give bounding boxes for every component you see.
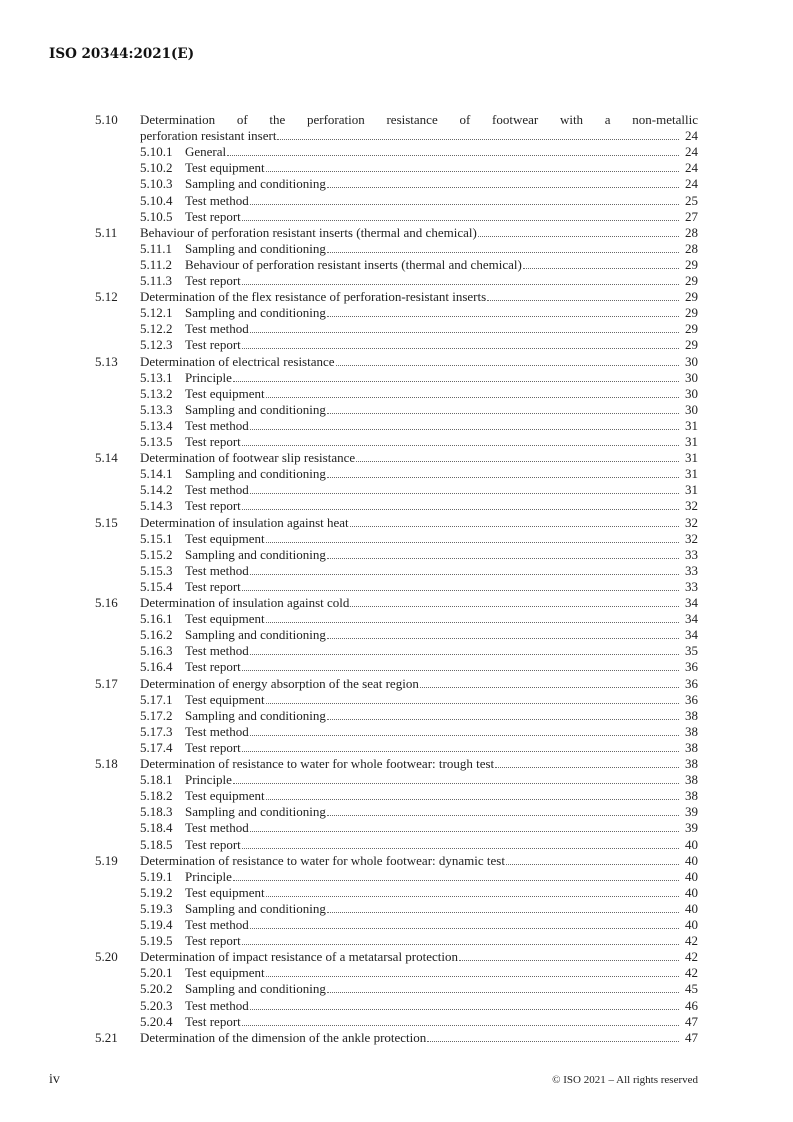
toc-entry-page: 33 [685,578,698,594]
toc-entry-title: Sampling and conditioning [185,900,326,916]
toc-entry-number: 5.20.3 [140,997,173,1013]
toc-entry-title: General [185,144,227,160]
toc-entry-number: 5.19.5 [140,933,173,949]
toc-entry-page: 32 [685,530,698,546]
toc-entry-title: Test report [185,337,241,353]
toc-subentry[interactable] [0,257,793,273]
dot-leader [242,740,679,752]
toc-entry-number: 5.16.1 [140,611,173,627]
toc-subentry[interactable] [0,820,793,836]
toc-entry-page: 24 [685,176,698,192]
toc-entry-title: Test report [185,498,241,514]
dot-leader [478,225,679,237]
toc-entry[interactable] [0,515,793,531]
dot-leader [327,241,679,253]
toc-entry-page: 28 [685,240,698,256]
toc-entry-number: 5.21 [95,1029,118,1045]
toc-entry-number: 5.11 [95,224,118,240]
toc-entry-number: 5.11.3 [140,273,173,288]
toc-entry-title: Principle [185,772,232,788]
dot-leader [242,337,679,349]
toc-entry-number: 5.17.4 [140,739,173,755]
toc-entry-title: Determination of energy absorption of the seat region [140,675,419,691]
toc-entry-number: 5.13.2 [140,385,173,401]
dot-leader [242,837,679,849]
dot-leader [242,579,679,591]
toc-entry[interactable] [0,756,793,772]
toc-entry-page: 42 [685,949,698,965]
toc-entry[interactable] [0,450,793,466]
toc-entry-page: 42 [685,933,698,949]
toc-entry-title: Test method [185,917,249,932]
toc-entry-number: 5.13.4 [140,417,173,433]
toc-subentry[interactable] [0,981,793,997]
toc-entry-title: Determination of the flex resistance of perforation-resistant inserts [140,289,487,305]
document-id: ISO 20344:2021(E) [49,46,195,62]
toc-entry-page: 30 [685,385,698,401]
toc-entry-page: 47 [685,1029,698,1045]
dot-leader [242,273,679,285]
toc-entry-title: Test equipment [185,965,265,981]
toc-entry-number: 5.19.3 [140,900,173,916]
toc-entry-page: 29 [685,273,698,288]
toc-subentry[interactable] [0,998,793,1014]
dot-leader [327,901,679,913]
toc-entry-title: Test method [185,820,249,836]
dot-leader [233,370,679,382]
toc-entry-page: 29 [685,256,698,272]
toc-subentry[interactable] [0,160,793,176]
dot-leader [327,176,679,188]
toc-entry-page: 30 [685,401,698,417]
dot-leader [327,305,679,317]
toc-subentry[interactable] [0,901,793,917]
dot-leader [427,1030,679,1042]
toc-entry-page: 32 [685,514,698,530]
toc-entry-page: 42 [685,965,698,981]
toc-entry-number: 5.17.2 [140,707,173,723]
toc-entry-page: 27 [685,208,698,224]
toc-entry-number: 5.12.3 [140,337,173,353]
dot-leader [266,386,679,398]
toc-entry-title: Determination of electrical resistance [140,353,335,369]
toc-entry-page: 46 [685,997,698,1013]
toc-entry-title: Test report [185,659,241,675]
dot-leader [227,144,679,156]
toc-entry-title: Determination of resistance to water for whole footwear: trough test [140,756,495,771]
toc-entry-number: 5.16.4 [140,659,173,675]
toc-entry-page: 30 [685,369,698,385]
toc-entry-page: 29 [685,337,698,353]
dot-leader [506,853,679,865]
toc-subentry[interactable] [0,837,793,853]
toc-entry-page: 39 [685,804,698,820]
toc-entry-title: Test method [185,643,249,659]
toc-entry-title: Test equipment [185,884,265,900]
toc-entry-title: Test report [185,434,241,449]
toc-subentry[interactable] [0,788,793,804]
toc-entry-title: Determination of the dimension of the ankle protection [140,1029,427,1045]
toc-entry-page: 31 [685,417,698,433]
toc-entry-title: Test equipment [185,530,265,546]
toc-entry-number: 5.10.1 [140,144,173,160]
toc-subentry[interactable] [0,466,793,482]
toc-entry-page: 25 [685,192,698,208]
toc-entry-title: Test method [185,562,249,578]
toc-entry-title: Determination of the perforation resistance of footwear with a non-metallic [140,112,698,127]
dot-leader [266,965,679,977]
toc-entry-title: Sampling and conditioning [185,804,326,820]
toc-subentry[interactable] [0,563,793,579]
toc-entry[interactable] [0,595,793,611]
toc-subentry[interactable] [0,708,793,724]
dot-leader [350,595,679,607]
dot-leader [233,772,679,784]
toc-subentry[interactable] [0,724,793,740]
toc-entry-number: 5.12 [95,289,118,305]
dot-leader [327,402,679,414]
toc-entry-number: 5.16.2 [140,627,173,643]
toc-entry-page: 40 [685,836,698,852]
toc-entry[interactable] [0,289,793,305]
toc-entry-number: 5.20.1 [140,965,173,981]
toc-entry-title: Sampling and conditioning [185,546,326,562]
dot-leader [277,128,679,140]
toc-entry-number: 5.10 [95,112,118,127]
toc-entry-title: Test method [185,192,249,208]
toc-entry-title: Test equipment [185,160,265,176]
dot-leader [420,676,679,688]
toc-entry-page: 34 [685,611,698,627]
dot-leader [242,1014,679,1026]
dot-leader [327,708,679,720]
dot-leader [459,949,679,961]
toc-entry-page: 40 [685,917,698,932]
toc-entry-title: Test equipment [185,385,265,401]
toc-entry-page: 38 [685,756,698,771]
toc-subentry[interactable] [0,917,793,933]
toc-entry[interactable] [0,676,793,692]
dot-leader [242,434,679,446]
toc-entry-number: 5.18.5 [140,836,173,852]
dot-leader [250,998,679,1010]
toc-entry-number: 5.13.1 [140,369,173,385]
toc-subentry[interactable] [0,611,793,627]
toc-entry-number: 5.11.1 [140,240,173,256]
dot-leader [250,643,679,655]
toc-entry-page: 40 [685,868,698,884]
toc-subentry[interactable] [0,402,793,418]
toc-entry-number: 5.17.1 [140,691,173,707]
dot-leader [350,515,679,527]
toc-entry-title: Determination of insulation against heat [140,514,349,530]
toc-subentry[interactable] [0,241,793,257]
toc-entry-number: 5.10.2 [140,160,173,176]
toc-entry-title: Test method [185,482,249,498]
toc-subentry[interactable] [0,176,793,192]
toc-entry-number: 5.13.5 [140,434,173,449]
dot-leader [242,498,679,510]
toc-entry-page: 24 [685,128,698,144]
toc-entry-number: 5.18 [95,756,118,771]
toc-entry-title: Sampling and conditioning [185,240,326,256]
toc-entry-title: Determination of resistance to water for whole footwear: dynamic test [140,852,505,868]
dot-leader [250,820,679,832]
page-number: iv [49,1072,60,1087]
dot-leader [327,804,679,816]
dot-leader [242,659,679,671]
toc-entry-page: 38 [685,707,698,723]
dot-leader [242,933,679,945]
toc-entry-title: Sampling and conditioning [185,627,326,643]
dot-leader [495,756,679,768]
toc-entry-title: Principle [185,369,232,385]
toc-entry-page: 39 [685,820,698,836]
toc-entry-number: 5.17 [95,675,118,691]
dot-leader [233,869,679,881]
toc-entry-title: Sampling and conditioning [185,305,326,321]
toc-subentry[interactable] [0,321,793,337]
toc-entry-number: 5.10.5 [140,208,173,224]
dot-leader [250,321,679,333]
toc-entry-number: 5.18.1 [140,772,173,788]
toc-subentry[interactable] [0,1014,793,1030]
toc-entry-title: Sampling and conditioning [185,707,326,723]
toc-entry-number: 5.11.2 [140,256,173,272]
toc-entry-number: 5.15.2 [140,546,173,562]
toc-entry-number: 5.12.2 [140,321,173,337]
toc-entry-number: 5.13.3 [140,401,173,417]
toc-entry-page: 24 [685,144,698,160]
toc-entry-page: 38 [685,723,698,739]
toc-entry-number: 5.16 [95,595,118,610]
toc-entry-title: Determination of impact resistance of a metatarsal protection [140,949,459,965]
toc-entry-page: 38 [685,788,698,804]
toc-entry-number: 5.20 [95,949,118,965]
toc-entry-title: Test method [185,723,249,739]
toc-entry-title: Behaviour of perforation resistant inserts (thermal and chemical) [140,224,477,240]
toc-entry-page: 47 [685,1013,698,1029]
toc-entry-page: 36 [685,659,698,675]
toc-entry-number: 5.14 [95,450,118,466]
toc-entry-number: 5.15.3 [140,562,173,578]
toc-entry-number: 5.16.3 [140,643,173,659]
toc-entry-title: Principle [185,868,232,884]
toc-entry-number: 5.20.4 [140,1013,173,1029]
dot-leader [250,482,679,494]
toc-entry-number: 5.19.1 [140,868,173,884]
toc-entry[interactable] [0,853,793,869]
toc-entry-page: 28 [685,224,698,240]
toc-entry-page: 38 [685,739,698,755]
toc-entry-page: 31 [685,466,698,482]
toc-entry-number: 5.15.4 [140,578,173,594]
toc-entry-title: Determination of insulation against cold [140,595,350,610]
dot-leader [327,981,679,993]
toc-entry-number: 5.19.4 [140,917,173,932]
toc-entry-number: 5.13 [95,353,118,369]
toc-subentry[interactable] [0,692,793,708]
toc-entry-continuation[interactable] [0,128,793,144]
toc-subentry[interactable] [0,869,793,885]
toc-subentry[interactable] [0,273,793,289]
toc-entry-title: Sampling and conditioning [185,401,326,417]
toc-entry-page: 36 [685,675,698,691]
toc-entry-number: 5.18.4 [140,820,173,836]
toc-entry-title: Test method [185,997,249,1013]
toc-entry-page: 32 [685,498,698,514]
toc-subentry[interactable] [0,579,793,595]
toc-entry-page: 38 [685,772,698,788]
toc-subentry[interactable] [0,804,793,820]
toc-entry-title-continued: perforation resistant insert [140,128,277,144]
toc-subentry[interactable] [0,885,793,901]
dot-leader [266,788,679,800]
toc-entry-title: Test report [185,1013,241,1029]
toc-entry[interactable] [0,949,793,965]
dot-leader [523,257,679,269]
toc-subentry[interactable] [0,418,793,434]
toc-entry-page: 34 [685,595,698,610]
toc-entry-page: 29 [685,289,698,305]
toc-entry-number: 5.14.3 [140,498,173,514]
dot-leader [250,418,679,430]
toc-entry-number: 5.20.2 [140,981,173,997]
dot-leader [487,289,679,301]
toc-entry-page: 40 [685,900,698,916]
dot-leader [250,724,679,736]
dot-leader [266,885,679,897]
toc-entry-page: 29 [685,321,698,337]
toc-entry-title: Test report [185,836,241,852]
toc-subentry[interactable] [0,740,793,756]
toc-entry-number: 5.14.1 [140,466,173,482]
toc-subentry[interactable] [0,305,793,321]
toc-entry-page: 31 [685,450,698,466]
toc-subentry[interactable] [0,370,793,386]
toc-entry-title: Test equipment [185,611,265,627]
toc-entry[interactable] [0,225,793,241]
toc-entry-number: 5.17.3 [140,723,173,739]
toc-subentry[interactable] [0,627,793,643]
toc-entry-title: Test report [185,578,241,594]
dot-leader [266,611,679,623]
toc-entry-page: 33 [685,562,698,578]
toc-entry-title: Behaviour of perforation resistant inserts (thermal and chemical) [185,256,522,272]
toc-entry-number: 5.18.2 [140,788,173,804]
toc-subentry[interactable] [0,772,793,788]
toc-subentry[interactable] [0,386,793,402]
toc-entry-title: Test equipment [185,691,265,707]
toc-subentry[interactable] [0,547,793,563]
toc-entry[interactable] [0,1030,793,1046]
toc-subentry[interactable] [0,482,793,498]
toc-entry-title: Test equipment [185,788,265,804]
toc-subentry[interactable] [0,434,793,450]
toc-entry-page: 33 [685,546,698,562]
dot-leader [266,692,679,704]
toc-entry-number: 5.18.3 [140,804,173,820]
toc-entry-title: Sampling and conditioning [185,466,326,482]
dot-leader [250,563,679,575]
toc-entry-page: 36 [685,691,698,707]
dot-leader [250,917,679,929]
toc-entry-number: 5.19.2 [140,884,173,900]
toc-entry-title: Test report [185,739,241,755]
toc-entry-page: 30 [685,353,698,369]
toc-entry-title: Test method [185,321,249,337]
dot-leader [327,547,679,559]
toc-entry-number: 5.10.4 [140,192,173,208]
toc-subentry[interactable] [0,337,793,353]
toc-entry-page: 31 [685,434,698,449]
dot-leader [266,160,679,172]
toc-subentry[interactable] [0,498,793,514]
toc-entry-number: 5.15.1 [140,530,173,546]
toc-entry-page: 34 [685,627,698,643]
toc-entry-number: 5.14.2 [140,482,173,498]
toc-entry-page: 29 [685,305,698,321]
toc-subentry[interactable] [0,531,793,547]
dot-leader [356,450,679,462]
toc-subentry[interactable] [0,209,793,225]
toc-entry-title: Determination of footwear slip resistance [140,450,356,466]
toc-entry-number: 5.15 [95,514,118,530]
toc-entry-page: 45 [685,981,698,997]
toc-entry-page: 24 [685,160,698,176]
dot-leader [242,209,679,221]
toc-subentry[interactable] [0,659,793,675]
dot-leader [327,466,679,478]
toc-entry-title: Test report [185,273,241,288]
dot-leader [250,193,679,205]
toc-entry-page: 35 [685,643,698,659]
toc-entry-page: 40 [685,884,698,900]
toc-subentry[interactable] [0,643,793,659]
toc-subentry[interactable] [0,144,793,160]
toc-entry-title: Test method [185,417,249,433]
toc-subentry[interactable] [0,193,793,209]
toc-entry-number: 5.12.1 [140,305,173,321]
toc-entry-page: 31 [685,482,698,498]
toc-entry-page: 40 [685,852,698,868]
toc-entry-title: Test report [185,933,241,949]
toc-subentry[interactable] [0,965,793,981]
toc-subentry[interactable] [0,933,793,949]
toc-entry-title: Sampling and conditioning [185,176,326,192]
toc-entry-title: Test report [185,208,241,224]
toc-entry[interactable] [0,354,793,370]
dot-leader [327,627,679,639]
dot-leader [336,354,679,366]
toc-entry-number: 5.10.3 [140,176,173,192]
toc-entry-number: 5.19 [95,852,118,868]
dot-leader [266,531,679,543]
toc-entry-title: Sampling and conditioning [185,981,326,997]
copyright-notice: © ISO 2021 – All rights reserved [552,1074,698,1086]
toc-entry[interactable] [0,112,793,128]
